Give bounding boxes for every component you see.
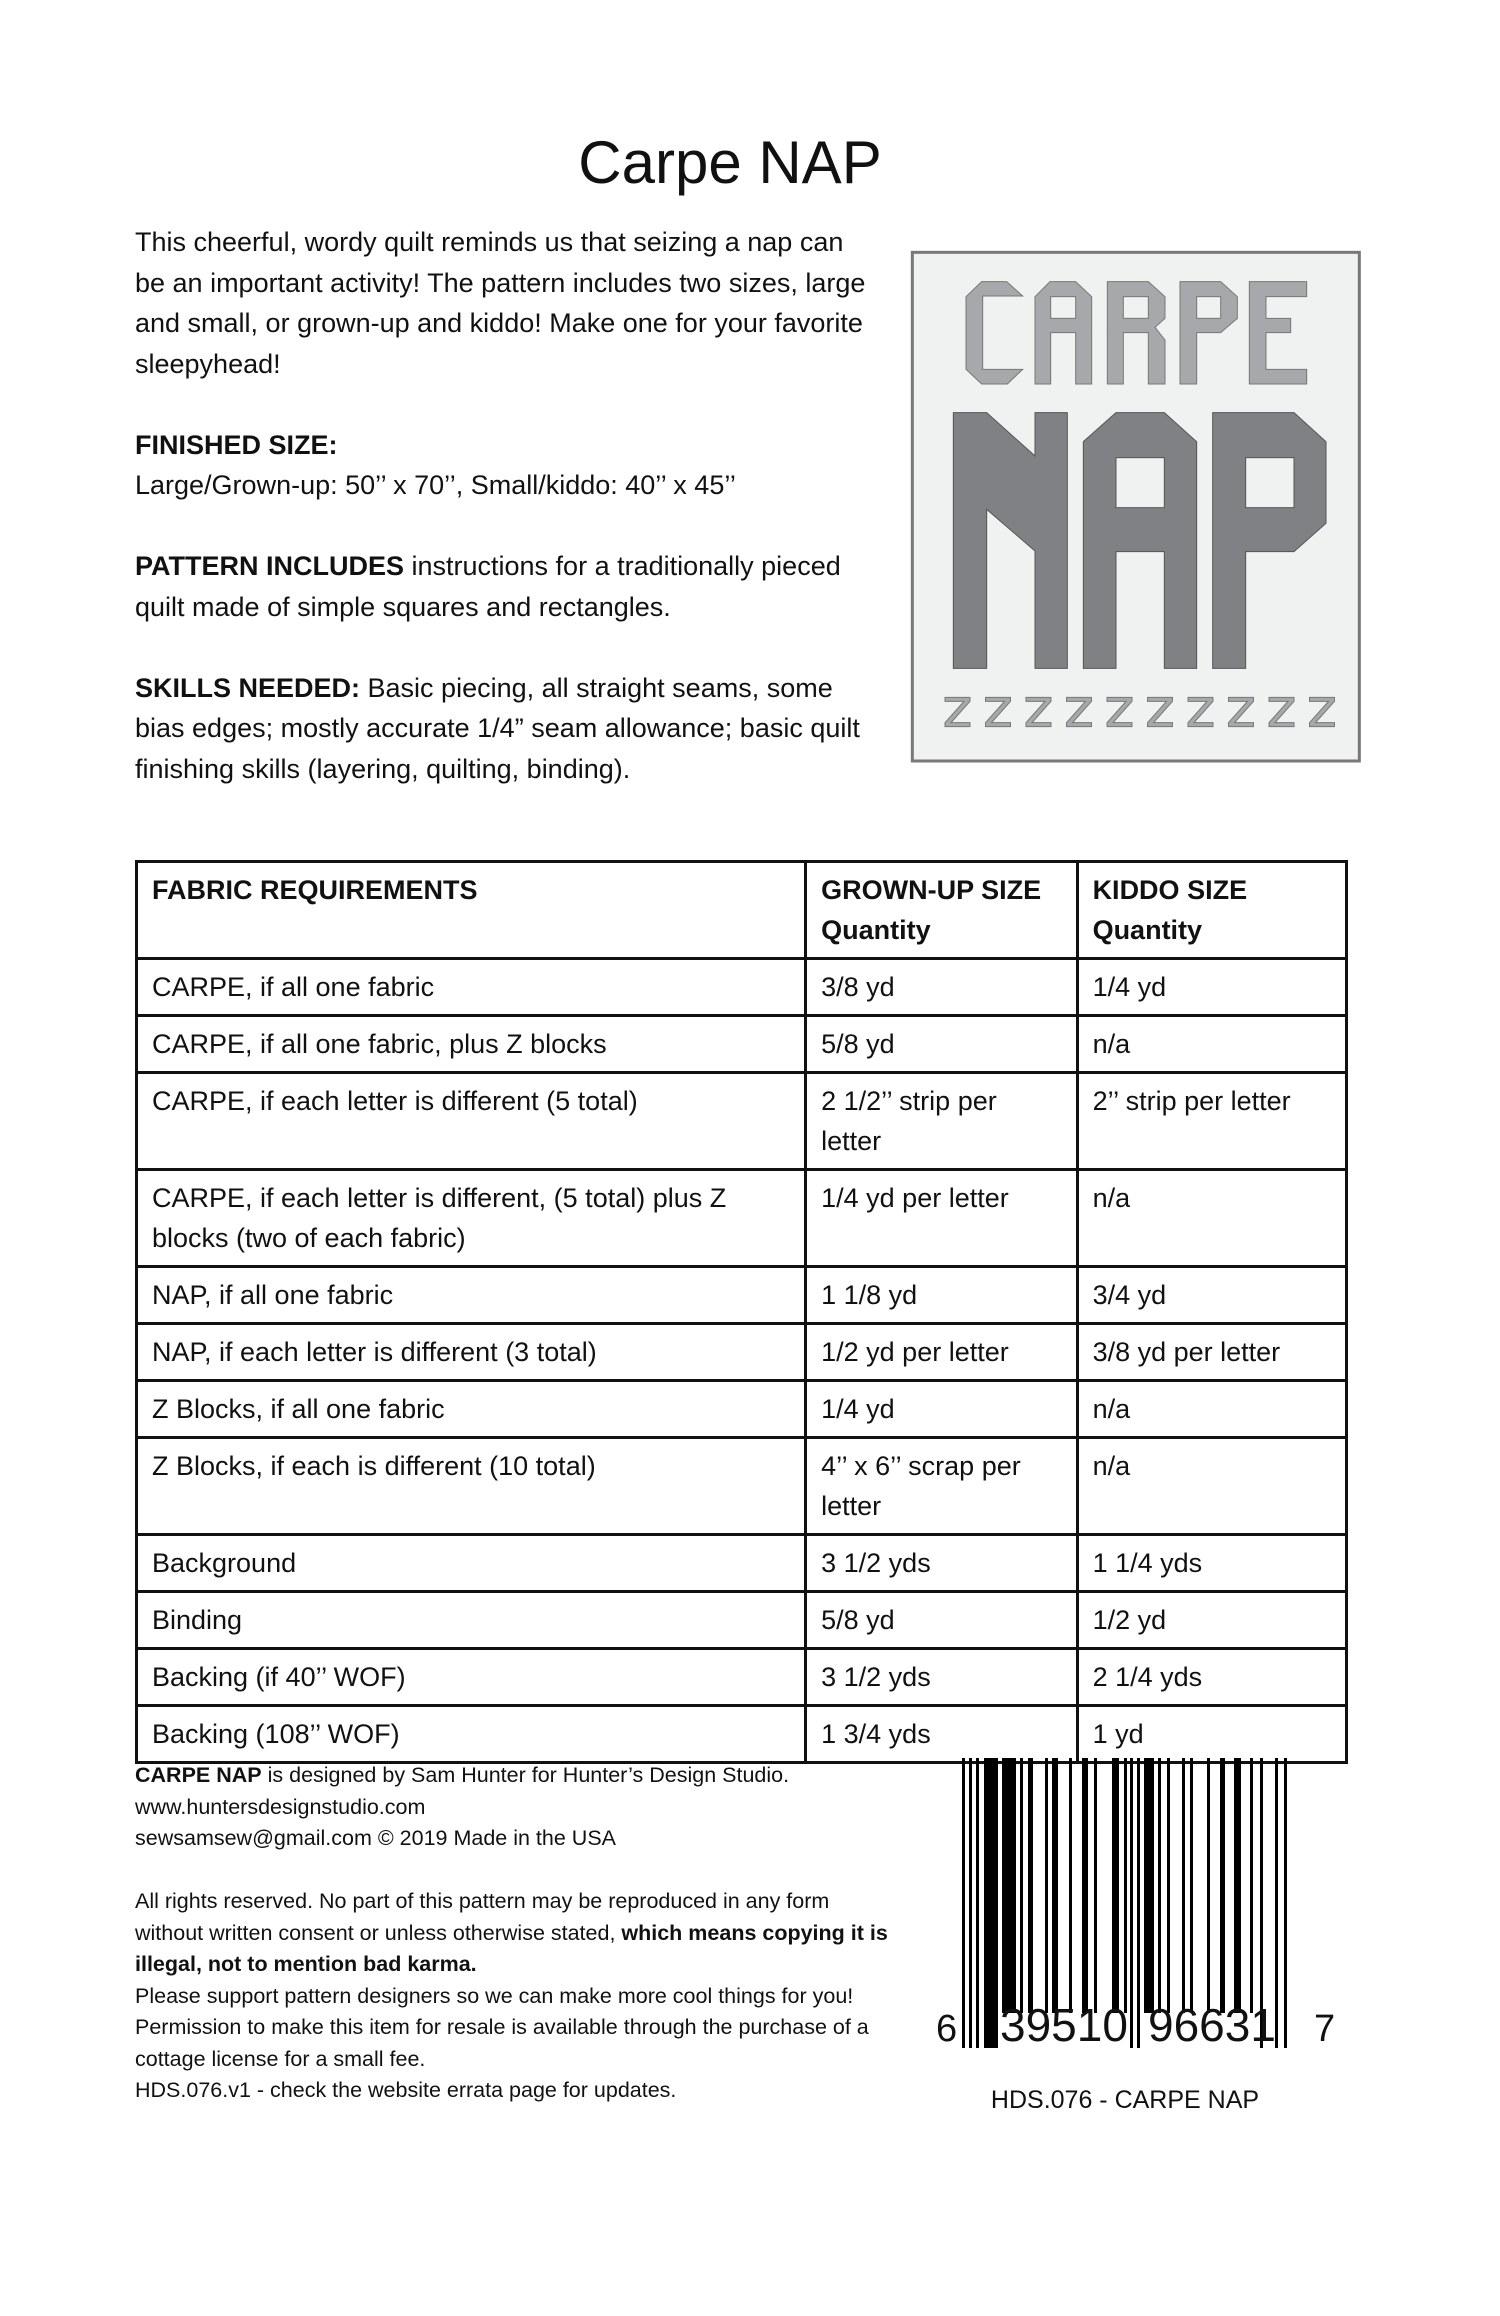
description [135, 222, 875, 830]
skills-label: SKILLS NEEDED: [135, 672, 361, 703]
barcode-bar [1130, 1758, 1133, 2048]
skills-needed [135, 668, 875, 790]
barcode-bar [1167, 1758, 1170, 2013]
grown-up-qty-cell: 5/8 yd [806, 1016, 1077, 1073]
kiddo-qty-cell: n/a [1077, 1016, 1346, 1073]
kiddo-qty-cell: 2 1/4 yds [1077, 1649, 1346, 1706]
pattern-includes-text: instructions for a traditionally pieced quilt made of simple squares and rectangles. [135, 551, 841, 622]
fabric-cell: Backing (108’’ WOF) [137, 1706, 806, 1763]
pattern-includes-label: PATTERN INCLUDES [135, 551, 404, 581]
kiddo-qty-cell: 1 1/4 yds [1077, 1535, 1346, 1592]
barcode-bar [1002, 1758, 1016, 2013]
grown-up-qty-cell: 3/8 yd [806, 959, 1077, 1016]
brand-name: CARPE NAP [135, 1763, 262, 1787]
table-row [137, 959, 1347, 1016]
barcode-bar [1045, 1758, 1048, 2013]
table-row [137, 1016, 1347, 1073]
grown-up-qty-cell: 1 3/4 yds [806, 1706, 1077, 1763]
finished-size [135, 425, 875, 506]
barcode-bar [1220, 1758, 1225, 2013]
barcode-bar [1144, 1758, 1154, 2013]
fabric-cell: CARPE, if all one fabric [137, 959, 806, 1016]
table-header-row [137, 862, 1347, 959]
skills-text: Basic piecing, all straight seams, some bias edges; mostly accurate 1/4” seam allowance; basic quilt finishing skills (layering, quilting, binding). [135, 672, 860, 784]
barcode-bar [1028, 1758, 1033, 2013]
fabric-cell: Z Blocks, if each is different (10 total) [137, 1438, 806, 1535]
grown-up-qty-cell: 3 1/2 yds [806, 1649, 1077, 1706]
fabric-cell: Backing (if 40’’ WOF) [137, 1649, 806, 1706]
website-link[interactable]: www.huntersdesignstudio.com [135, 1794, 426, 1819]
header-fabric [137, 862, 806, 959]
barcode-digit-last: 7 [1314, 2008, 1336, 2050]
fabric-cell: CARPE, if all one fabric, plus Z blocks [137, 1016, 806, 1073]
fabric-cell: CARPE, if each letter is different, (5 total) plus Z blocks (two of each fabric) [137, 1170, 806, 1267]
barcode-bar [1082, 1758, 1088, 2013]
header-label: GROWN-UP SIZE [821, 875, 1042, 905]
kiddo-qty-cell: 1 yd [1077, 1706, 1346, 1763]
finished-size-text: Large/Grown-up: 50’’ x 70’’, Small/kiddo: 40’’ x 45’’ [135, 470, 736, 500]
fabric-cell: Background [137, 1535, 806, 1592]
table-row [137, 1381, 1347, 1438]
permission-text: Permission to make this item for resale is available through the purchase of a cottage license for a small fee. [135, 2015, 869, 2071]
table-row [137, 1706, 1347, 1763]
barcode-bar [1112, 1758, 1119, 2013]
support-text: Please support pattern designers so we can make more cool things for you! [135, 1983, 854, 2008]
table-row [137, 1592, 1347, 1649]
header-label: FABRIC REQUIREMENTS [152, 875, 478, 905]
header-grown-up [806, 862, 1077, 959]
fabric-cell: Z Blocks, if all one fabric [137, 1381, 806, 1438]
fabric-cell: NAP, if all one fabric [137, 1267, 806, 1324]
barcode-bar [984, 1758, 998, 2048]
kiddo-qty-cell: n/a [1077, 1381, 1346, 1438]
barcode-bar [1190, 1758, 1193, 2013]
header-label: KIDDO SIZE [1092, 875, 1248, 905]
contact-text: sewsamsew@gmail.com © 2019 Made in the USA [135, 1826, 616, 1850]
credits [135, 1760, 895, 1855]
table-row [137, 1649, 1347, 1706]
table-row [137, 1324, 1347, 1381]
grown-up-qty-cell: 1/4 yd per letter [806, 1170, 1077, 1267]
upc-barcode [936, 1758, 1336, 2058]
version-text: HDS.076.v1 - check the website errata page for updates. [135, 2078, 677, 2102]
barcode-bar [1207, 1758, 1210, 2013]
kiddo-qty-cell: 3/8 yd per letter [1077, 1324, 1346, 1381]
barcode-bar [962, 1758, 965, 2048]
kiddo-qty-cell: n/a [1077, 1438, 1346, 1535]
rights-bold-text: which means copying it is illegal, not to mention bad karma. [135, 1920, 888, 1976]
barcode-bar [1137, 1758, 1140, 2048]
fabric-requirements-table [135, 860, 1348, 1764]
barcode-bar [1234, 1758, 1241, 2013]
table-row [137, 1438, 1347, 1535]
barcode-bar [1182, 1758, 1185, 2013]
barcode-bar [1052, 1758, 1058, 2013]
barcode-bar [976, 1758, 979, 2048]
table-row [137, 1073, 1347, 1170]
grown-up-qty-cell: 1/4 yd [806, 1381, 1077, 1438]
fabric-cell: NAP, if each letter is different (3 total) [137, 1324, 806, 1381]
designer-text: is designed by Sam Hunter for Hunter’s Design Studio. [261, 1763, 790, 1787]
page-title: Carpe NAP [578, 129, 882, 196]
grown-up-qty-cell: 1/2 yd per letter [806, 1324, 1077, 1381]
kiddo-qty-cell: 1/4 yd [1077, 959, 1346, 1016]
grown-up-qty-cell: 4’’ x 6’’ scrap per letter [806, 1438, 1077, 1535]
barcode-bar [1020, 1758, 1023, 2013]
fabric-cell: CARPE, if each letter is different (5 total) [137, 1073, 806, 1170]
barcode-bar [1094, 1758, 1097, 2013]
header-kiddo [1077, 862, 1346, 959]
barcode-bar [1250, 1758, 1253, 2013]
barcode-bar [1284, 1758, 1287, 2048]
kiddo-qty-cell: n/a [1077, 1170, 1346, 1267]
product-code: HDS.076 - CARPE NAP [990, 2086, 1260, 2114]
header-sublabel: Quantity [1092, 915, 1203, 945]
quilt-illustration [900, 240, 1400, 820]
kiddo-qty-cell: 2’’ strip per letter [1077, 1073, 1346, 1170]
table-row [137, 1535, 1347, 1592]
table-row [137, 1170, 1347, 1267]
legal-text [135, 1886, 895, 2107]
grown-up-qty-cell: 2 1/2’’ strip per letter [806, 1073, 1077, 1170]
kiddo-qty-cell: 3/4 yd [1077, 1267, 1346, 1324]
barcode-digits-right: 96631 [1148, 1999, 1276, 2051]
kiddo-qty-cell: 1/2 yd [1077, 1592, 1346, 1649]
barcode-digits-left: 39510 [1000, 1999, 1128, 2051]
rights-text: All rights reserved. No part of this pattern may be reproduced in any form without written consent or unless otherwise stated, [135, 1889, 830, 1945]
finished-size-label: FINISHED SIZE: [135, 429, 338, 460]
pattern-includes [135, 546, 875, 627]
barcode-bar [969, 1758, 972, 2048]
table-row [137, 1267, 1347, 1324]
grown-up-qty-cell: 3 1/2 yds [806, 1535, 1077, 1592]
footer-info [135, 1760, 895, 2107]
header-sublabel: Quantity [821, 915, 931, 945]
grown-up-qty-cell: 5/8 yd [806, 1592, 1077, 1649]
grown-up-qty-cell: 1 1/8 yd [806, 1267, 1077, 1324]
intro-paragraph: This cheerful, wordy quilt reminds us that seizing a nap can be an important activity! The pattern includes two sizes, large and small, or grown-up and kiddo! Make one for your favorite sleepyhead! [135, 227, 866, 379]
fabric-cell: Binding [137, 1592, 806, 1649]
barcode-bar [1124, 1758, 1127, 2013]
barcode-digit-first: 6 [936, 2008, 958, 2050]
barcode-bar [1069, 1758, 1072, 2013]
barcode-bar [1158, 1758, 1161, 2013]
